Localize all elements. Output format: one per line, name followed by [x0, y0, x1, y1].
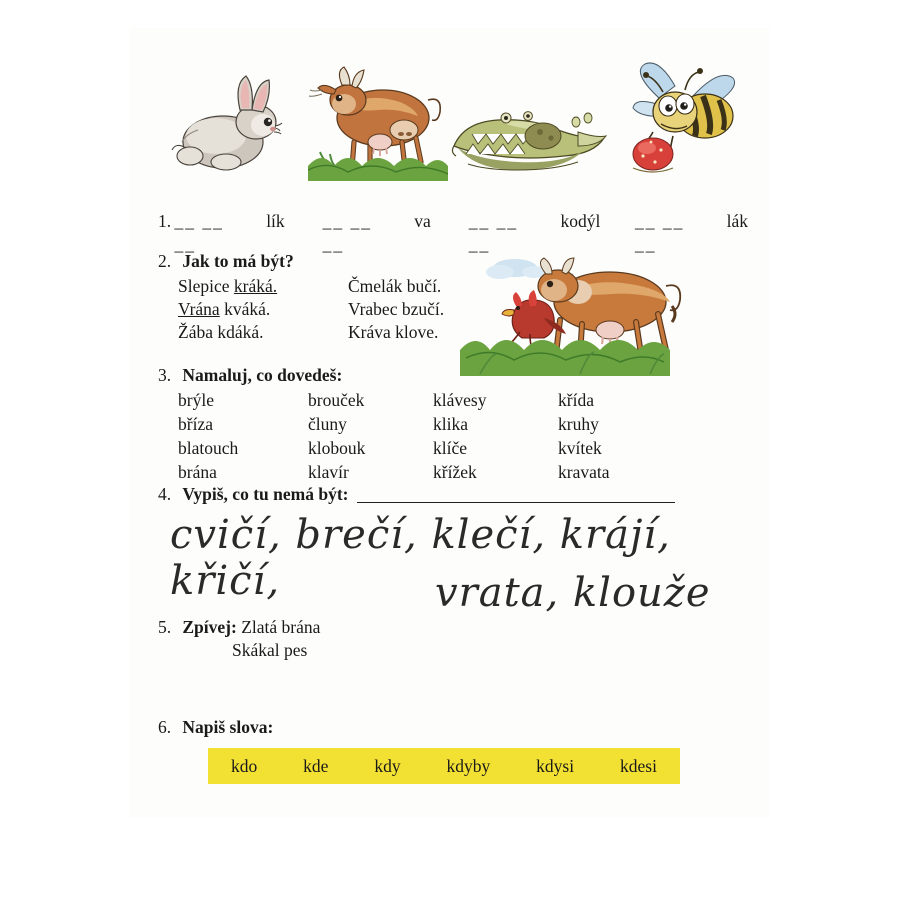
exercise-1-blank-4[interactable]: __ __ __	[634, 211, 685, 255]
exercise-1-number: 1.	[158, 211, 172, 231]
exercise-2-right-row-1: Čmelák bučí.	[348, 276, 442, 297]
band-word: kdo	[230, 755, 258, 776]
handwriting-line-2: vrata, klouže	[435, 570, 711, 616]
word-item: blatouch	[178, 438, 239, 459]
exercise-1-text-1: lík	[266, 211, 285, 231]
crocodile-illustration	[448, 88, 608, 183]
band-word: kdysi	[536, 755, 575, 776]
word-item: klavír	[308, 462, 349, 483]
word-item: kvítek	[558, 438, 602, 459]
exercise-1-blank-1[interactable]: __ __ __	[174, 211, 224, 255]
word-item: brouček	[308, 390, 365, 411]
exercise-4-title: Vypiš, co tu nemá být:	[182, 484, 349, 504]
rabbit-illustration	[168, 70, 298, 180]
exercise-5	[158, 616, 748, 662]
word-item: klika	[433, 414, 468, 435]
handwriting-line-1: cvičí, brečí, klečí, krájí, křičí,	[170, 512, 671, 604]
illustration-strip	[158, 48, 748, 188]
exercise-1-text-3: kodýl	[560, 211, 601, 231]
exercise-2-title: Jak to má být?	[182, 251, 294, 271]
exercise-1-text-4: lák	[726, 211, 749, 231]
word-kvaka: kváká.	[224, 299, 271, 320]
word-kdaka: kdáká.	[217, 322, 264, 343]
exercise-5-title: Zpívej:	[182, 617, 237, 637]
highlighted-word-band	[208, 748, 680, 784]
exercise-3	[158, 364, 748, 484]
band-word: kdesi	[620, 755, 657, 776]
word-item: brýle	[178, 390, 214, 411]
exercise-2-right-row-3: Kráva klove.	[348, 322, 439, 343]
worksheet-page	[130, 28, 770, 818]
song-title-1: Zlatá brána	[241, 617, 321, 637]
exercise-2-left-row-1	[178, 275, 330, 298]
word-item: bříza	[178, 414, 213, 435]
cow-illustration-1	[308, 56, 448, 181]
exercise-4	[158, 483, 748, 506]
word-item: čluny	[308, 414, 347, 435]
exercise-1-blank-2[interactable]: __ __ __	[322, 211, 372, 255]
band-word: kdyby	[446, 755, 491, 776]
word-item: klávesy	[433, 390, 487, 411]
exercise-1-text-2: va	[414, 211, 431, 231]
word-slepice: Slepice	[178, 276, 230, 297]
exercise-2-right-row-2: Vrabec bzučí.	[348, 299, 445, 320]
exercise-1-blank-3[interactable]: __ __ __	[468, 211, 519, 255]
exercise-2-left-row-3	[178, 321, 330, 344]
exercise-6-number: 6.	[158, 717, 172, 737]
exercise-3-title: Namaluj, co dovedeš:	[182, 365, 343, 385]
word-item: kruhy	[558, 414, 599, 435]
word-item: křída	[558, 390, 594, 411]
word-vrana[interactable]: Vrána	[178, 299, 220, 320]
word-item: klobouk	[308, 438, 366, 459]
exercise-4-number: 4.	[158, 484, 172, 504]
exercise-6	[158, 716, 748, 739]
exercise-3-number: 3.	[158, 365, 172, 385]
bee-illustration	[613, 58, 743, 183]
word-item: kravata	[558, 462, 610, 483]
exercise-6-title: Napiš slova:	[182, 717, 274, 737]
exercise-2-left-row-2	[178, 298, 330, 321]
word-zaba: Žába	[178, 322, 213, 343]
exercise-4-answer-line[interactable]	[357, 502, 675, 503]
exercise-5-number: 5.	[158, 617, 172, 637]
band-word: kdy	[374, 755, 401, 776]
word-kraka[interactable]: kráká.	[233, 276, 278, 297]
word-item: křížek	[433, 462, 477, 483]
band-word: kde	[303, 755, 329, 776]
word-item: klíče	[433, 438, 468, 459]
song-title-2: Skákal pes	[232, 640, 308, 661]
word-item: brána	[178, 462, 217, 483]
cow-and-hen-illustration	[460, 246, 710, 376]
exercise-2-number: 2.	[158, 251, 172, 271]
